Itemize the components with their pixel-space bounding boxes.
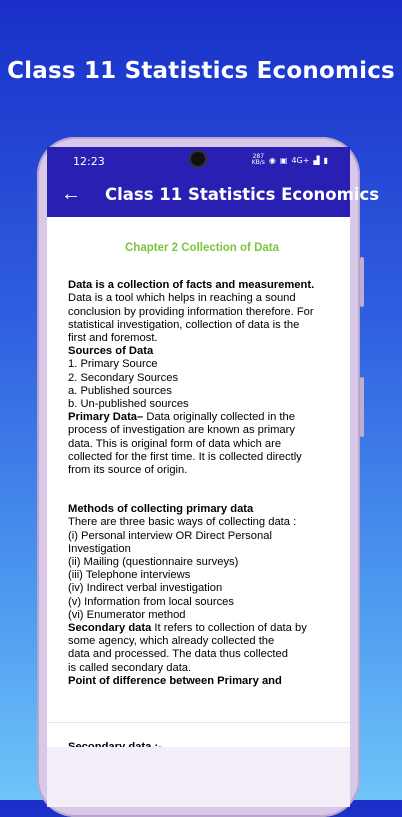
methods-block xyxy=(68,503,336,622)
text-line: Data is a tool which helps in reaching a sound xyxy=(68,292,296,305)
phone-frame xyxy=(37,137,380,817)
network-type: 4G+ xyxy=(291,155,310,165)
text-line: 2. Secondary Sources xyxy=(68,371,179,384)
text-line: There are three basic ways of collecting data : xyxy=(68,516,297,529)
back-arrow-icon[interactable]: ← xyxy=(61,183,81,205)
text-line: statistical investigation, collection of data is the xyxy=(68,318,300,331)
power-button xyxy=(360,377,364,437)
primary-data-block xyxy=(68,411,336,477)
phone-screen xyxy=(47,147,380,807)
text-line: is called secondary data. xyxy=(68,661,192,674)
status-icons xyxy=(252,154,328,166)
difference-heading: Point of difference between Primary and xyxy=(68,674,282,687)
promo-title: Class 11 Statistics Economics xyxy=(7,58,395,84)
methods-heading: Methods of collecting primary data xyxy=(68,503,254,516)
text-line: (i) Personal interview OR Direct Personal xyxy=(68,529,272,542)
network-speed xyxy=(252,154,265,166)
text-line: 1. Primary Source xyxy=(68,358,158,371)
camera-icon xyxy=(191,152,205,166)
text-line: from its source of origin. xyxy=(68,464,188,477)
text-line: conclusion by providing information therefore. For xyxy=(68,305,314,318)
app-bar-title: Class 11 Statistics Economics xyxy=(105,185,380,204)
bottom-bar xyxy=(47,747,350,807)
text-line: (ii) Mailing (questionnaire surveys) xyxy=(68,556,239,569)
speed-unit: KB/s xyxy=(251,159,265,166)
text-line: some agency, which already collected the xyxy=(68,635,275,648)
text-line: data. This is original form of data which are xyxy=(68,437,282,450)
secondary-data-label: Secondary data xyxy=(68,622,152,635)
primary-data-label: Primary Data– xyxy=(68,411,144,424)
section-divider xyxy=(47,722,350,723)
text-line: data and processed. The data thus collected xyxy=(68,648,288,661)
text-line: Data originally collected in the xyxy=(143,411,295,424)
text-line: It refers to collection of data by xyxy=(151,622,307,635)
secondary-data-block xyxy=(68,622,336,675)
status-bar xyxy=(47,147,350,175)
text-line: b. Un-published sources xyxy=(68,398,189,411)
text-line: process of investigation are known as primary xyxy=(68,424,295,437)
speed-value: 287 xyxy=(252,153,265,160)
hotspot-icon: ◉ xyxy=(268,155,276,165)
status-time: 12:23 xyxy=(73,155,105,168)
text-line: Data is a collection of facts and measurement. xyxy=(68,279,315,292)
volume-button xyxy=(360,257,364,307)
text-line: (iv) Indirect verbal investigation xyxy=(68,582,223,595)
intro-block xyxy=(68,279,336,411)
battery-icon: ▮ xyxy=(323,155,328,165)
text-line: Investigation xyxy=(68,542,131,555)
vowifi-icon: ▣ xyxy=(279,155,288,165)
text-line: (v) Information from local sources xyxy=(68,595,234,608)
signal-icon: ▟ xyxy=(313,155,320,165)
text-line: collected for the first time. It is collected directly xyxy=(68,450,302,463)
text-line: (iii) Telephone interviews xyxy=(68,569,191,582)
chapter-title: Chapter 2 Collection of Data xyxy=(125,242,279,254)
app-bar xyxy=(47,175,380,217)
article-content xyxy=(47,242,350,768)
text-line: first and foremost. xyxy=(68,332,158,345)
text-line: a. Published sources xyxy=(68,384,172,397)
text-line: (vi) Enumerator method xyxy=(68,608,186,621)
text-line: Sources of Data xyxy=(68,345,154,358)
